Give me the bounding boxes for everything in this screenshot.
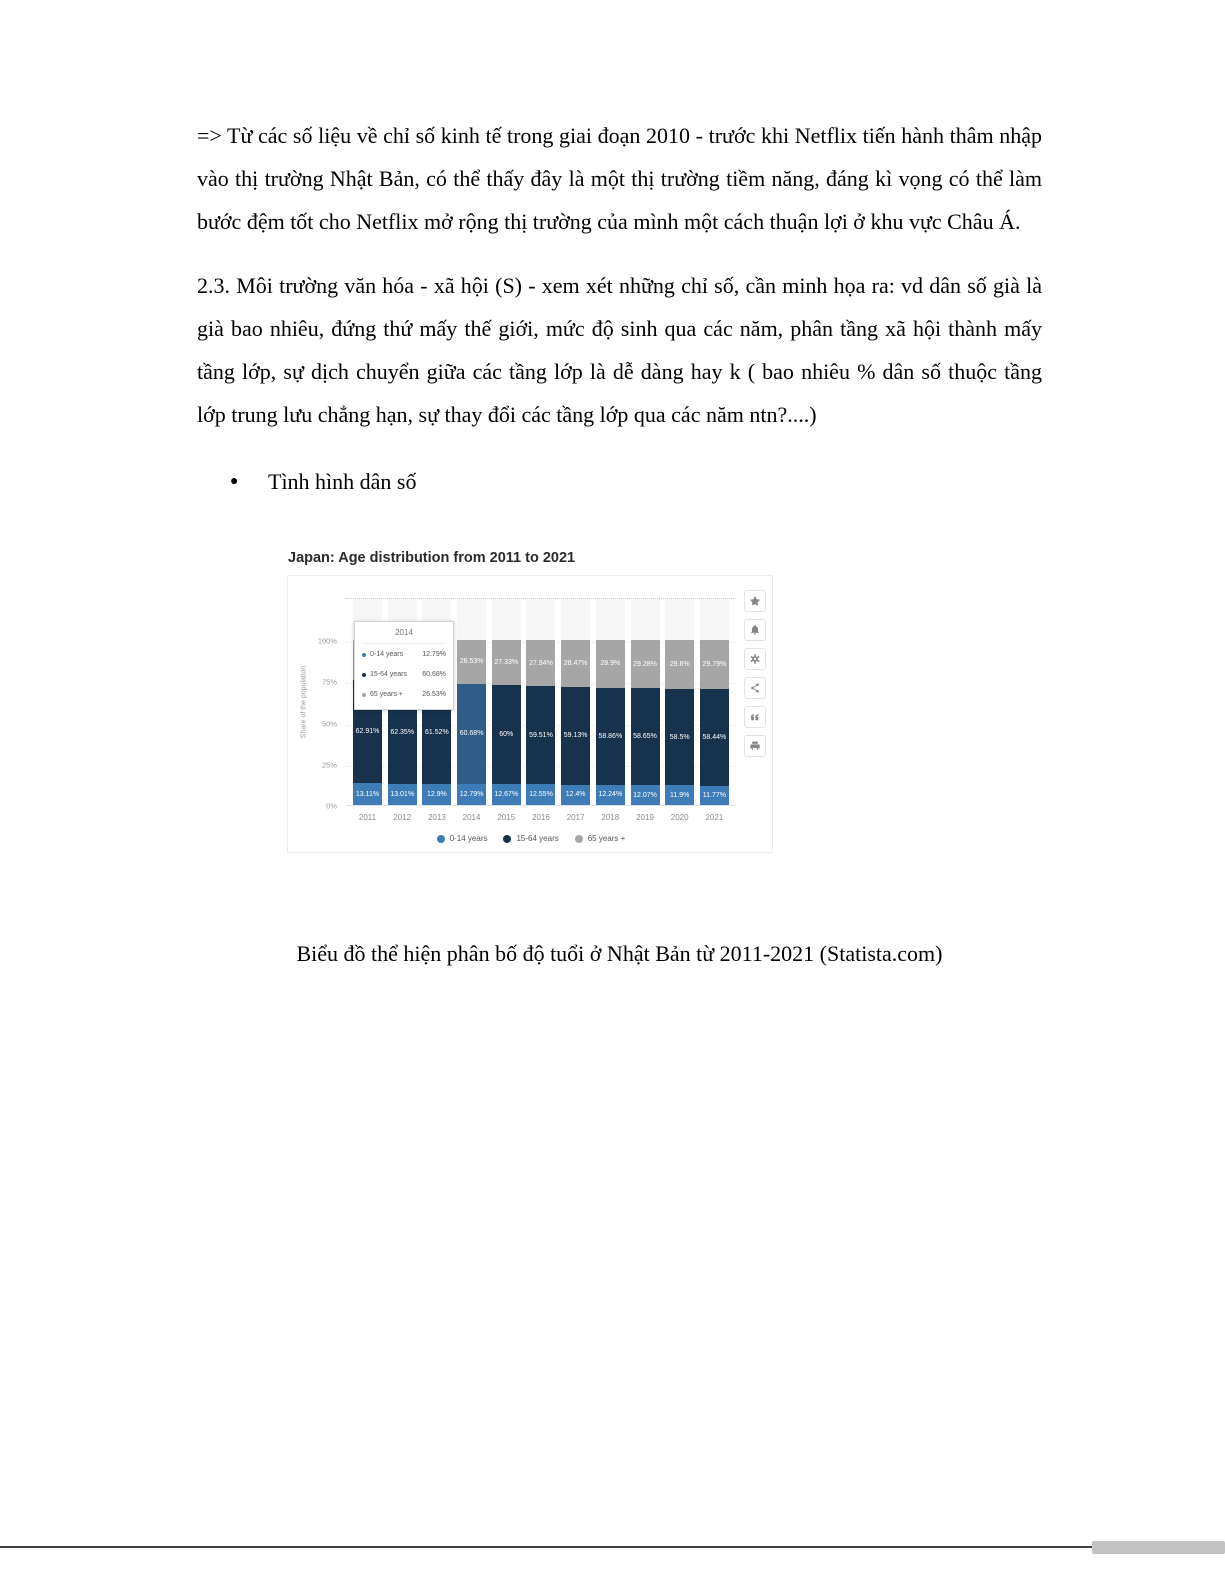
star-icon — [749, 595, 761, 607]
y-tick: 50% — [321, 719, 337, 728]
chart-toolbar — [744, 590, 766, 757]
y-axis-label: Share of the population — [300, 665, 308, 739]
x-tick-2013: 2013 — [427, 813, 446, 822]
share-icon — [749, 682, 761, 694]
segment-65-years-: 29.79% — [700, 640, 729, 689]
tooltip-title: 2014 — [362, 628, 446, 644]
bar-2014[interactable] — [457, 599, 486, 805]
segment-0-14-years: 12.9% — [422, 784, 451, 805]
x-tick-2015: 2015 — [497, 813, 516, 822]
legend-label: 15-64 years — [516, 834, 559, 843]
bullet-icon: ● — [230, 474, 239, 489]
statista-chart-figure — [287, 550, 773, 853]
quote-button[interactable] — [744, 706, 766, 728]
legend-dot-icon — [503, 835, 511, 843]
legend-label: 0-14 years — [449, 834, 488, 843]
segment-15-64-years: 58.5% — [665, 689, 694, 786]
segment-15-64-years: 61.52% — [422, 682, 451, 784]
segment-0-14-years: 12.07% — [631, 785, 660, 805]
tooltip-series-dot-icon — [362, 673, 366, 677]
x-tick-2020: 2020 — [670, 813, 689, 822]
bell-button[interactable] — [744, 619, 766, 641]
segment-65-years-: 28.47% — [561, 640, 590, 687]
segment-65-years-: 28.9% — [596, 640, 625, 688]
page-bottom-divider — [0, 1546, 1225, 1548]
bar-2016[interactable] — [526, 599, 555, 805]
legend-dot-icon — [575, 835, 583, 843]
segment-15-64-years: 58.44% — [700, 689, 729, 785]
segment-0-14-years: 12.24% — [596, 785, 625, 805]
segment-0-14-years: 11.9% — [665, 785, 694, 805]
bar-2019[interactable] — [631, 599, 660, 805]
chart-card — [287, 575, 773, 853]
x-tick-2021: 2021 — [705, 813, 724, 822]
plot-area — [346, 598, 736, 806]
x-tick-2012: 2012 — [393, 813, 412, 822]
segment-65-years-: 29.6% — [665, 640, 694, 689]
tooltip-series-dot-icon — [362, 693, 366, 697]
y-tick: 75% — [321, 677, 337, 687]
tooltip-row: 65 years + 26.53% — [362, 684, 446, 704]
legend-item — [437, 834, 488, 843]
segment-0-14-years: 13.01% — [388, 784, 417, 806]
segment-0-14-years: 12.4% — [561, 785, 590, 806]
x-tick-2017: 2017 — [566, 813, 585, 822]
x-tick-2011: 2011 — [358, 813, 377, 822]
chart-legend — [288, 834, 774, 843]
bell-icon — [749, 624, 761, 636]
bar-2020[interactable] — [665, 599, 694, 805]
legend-dot-icon — [437, 835, 445, 843]
segment-0-14-years: 12.67% — [492, 784, 521, 805]
chart-tooltip — [354, 621, 454, 710]
legend-item — [575, 834, 626, 843]
segment-15-64-years: 60.68% — [457, 684, 486, 784]
segment-15-64-years: 58.86% — [596, 688, 625, 785]
star-button[interactable] — [744, 590, 766, 612]
y-tick: 25% — [321, 760, 337, 770]
gear-icon — [749, 653, 761, 665]
segment-0-14-years: 13.11% — [353, 783, 382, 805]
bar-2015[interactable] — [492, 599, 521, 805]
tooltip-series-dot-icon — [362, 653, 366, 657]
gear-button[interactable] — [744, 648, 766, 670]
bar-2018[interactable] — [596, 599, 625, 805]
y-axis-ticks — [288, 598, 342, 811]
segment-15-64-years: 59.13% — [561, 687, 590, 785]
quote-icon — [749, 711, 761, 723]
bullet-text: Tình hình dân số — [268, 469, 417, 494]
chart-caption: Biểu đồ thể hiện phân bố độ tuổi ở Nhật Bản từ 2011-2021 (Statista.com) — [296, 941, 943, 966]
y-tick: 0% — [326, 801, 337, 811]
bar-2021[interactable] — [700, 599, 729, 805]
segment-0-14-years: 11.77% — [700, 786, 729, 805]
segment-65-years-: 27.33% — [492, 640, 521, 685]
segment-65-years-: 29.28% — [631, 640, 660, 688]
document-body — [197, 114, 1042, 967]
tooltip-rows — [362, 644, 446, 704]
segment-15-64-years: 58.65% — [631, 688, 660, 785]
print-button[interactable] — [744, 735, 766, 757]
horizontal-scrollbar-thumb[interactable] — [1092, 1541, 1225, 1554]
segment-0-14-years: 12.79% — [457, 784, 486, 805]
x-tick-2016: 2016 — [532, 813, 550, 822]
x-tick-2019: 2019 — [636, 813, 654, 822]
segment-15-64-years: 62.91% — [353, 680, 382, 784]
legend-label: 65 years + — [587, 834, 626, 843]
legend-item — [503, 834, 558, 843]
y-tick: 100% — [317, 636, 337, 646]
paragraph-socio-cultural: 2.3. Môi trường văn hóa - xã hội (S) - xem xét những chỉ số, cần minh họa ra: vd dân số già là già bao nhiêu, đứng thứ mấy thế giới, mức độ sinh qua các năm, phân tầng xã hội thành mấy tầng lớp, sự dịch chuyển giữa các tầng lớp là dễ dàng hay k ( bao nhiêu % dân số thuộc tầng lớp trung lưu chẳng hạn, sự thay đổi các tầng lớp qua các năm ntn?....) — [197, 273, 1042, 427]
x-axis-ticks — [346, 813, 736, 822]
segment-15-64-years: 62.35% — [388, 681, 417, 784]
segment-65-years-: 27.94% — [526, 640, 555, 686]
segment-0-14-years: 12.55% — [526, 784, 555, 805]
chart-title: Japan: Age distribution from 2011 to 2021 — [288, 550, 576, 566]
segment-15-64-years: 60% — [492, 685, 521, 784]
print-icon — [749, 740, 761, 752]
tooltip-row: 0-14 years 12.79% — [362, 644, 446, 664]
segment-15-64-years: 59.51% — [526, 686, 555, 784]
x-tick-2014: 2014 — [462, 813, 481, 822]
bullet-list-item — [197, 460, 1042, 503]
share-button[interactable] — [744, 677, 766, 699]
paragraph-economy-conclusion: => Từ các số liệu về chỉ số kinh tế trong giai đoạn 2010 - trước khi Netflix tiến hành thâm nhập vào thị trường Nhật Bản, có thể thấy đây là một thị trường tiềm năng, đáng kì vọng có thể làm bước đệm tốt cho Netflix mở rộng thị trường của mình một cách thuận lợi ở khu vực Châu Á. — [197, 123, 1042, 234]
segment-65-years-: 26.53% — [457, 640, 486, 684]
bar-2017[interactable] — [561, 599, 590, 805]
x-tick-2018: 2018 — [601, 813, 620, 822]
tooltip-row: 15-64 years 60.68% — [362, 664, 446, 684]
